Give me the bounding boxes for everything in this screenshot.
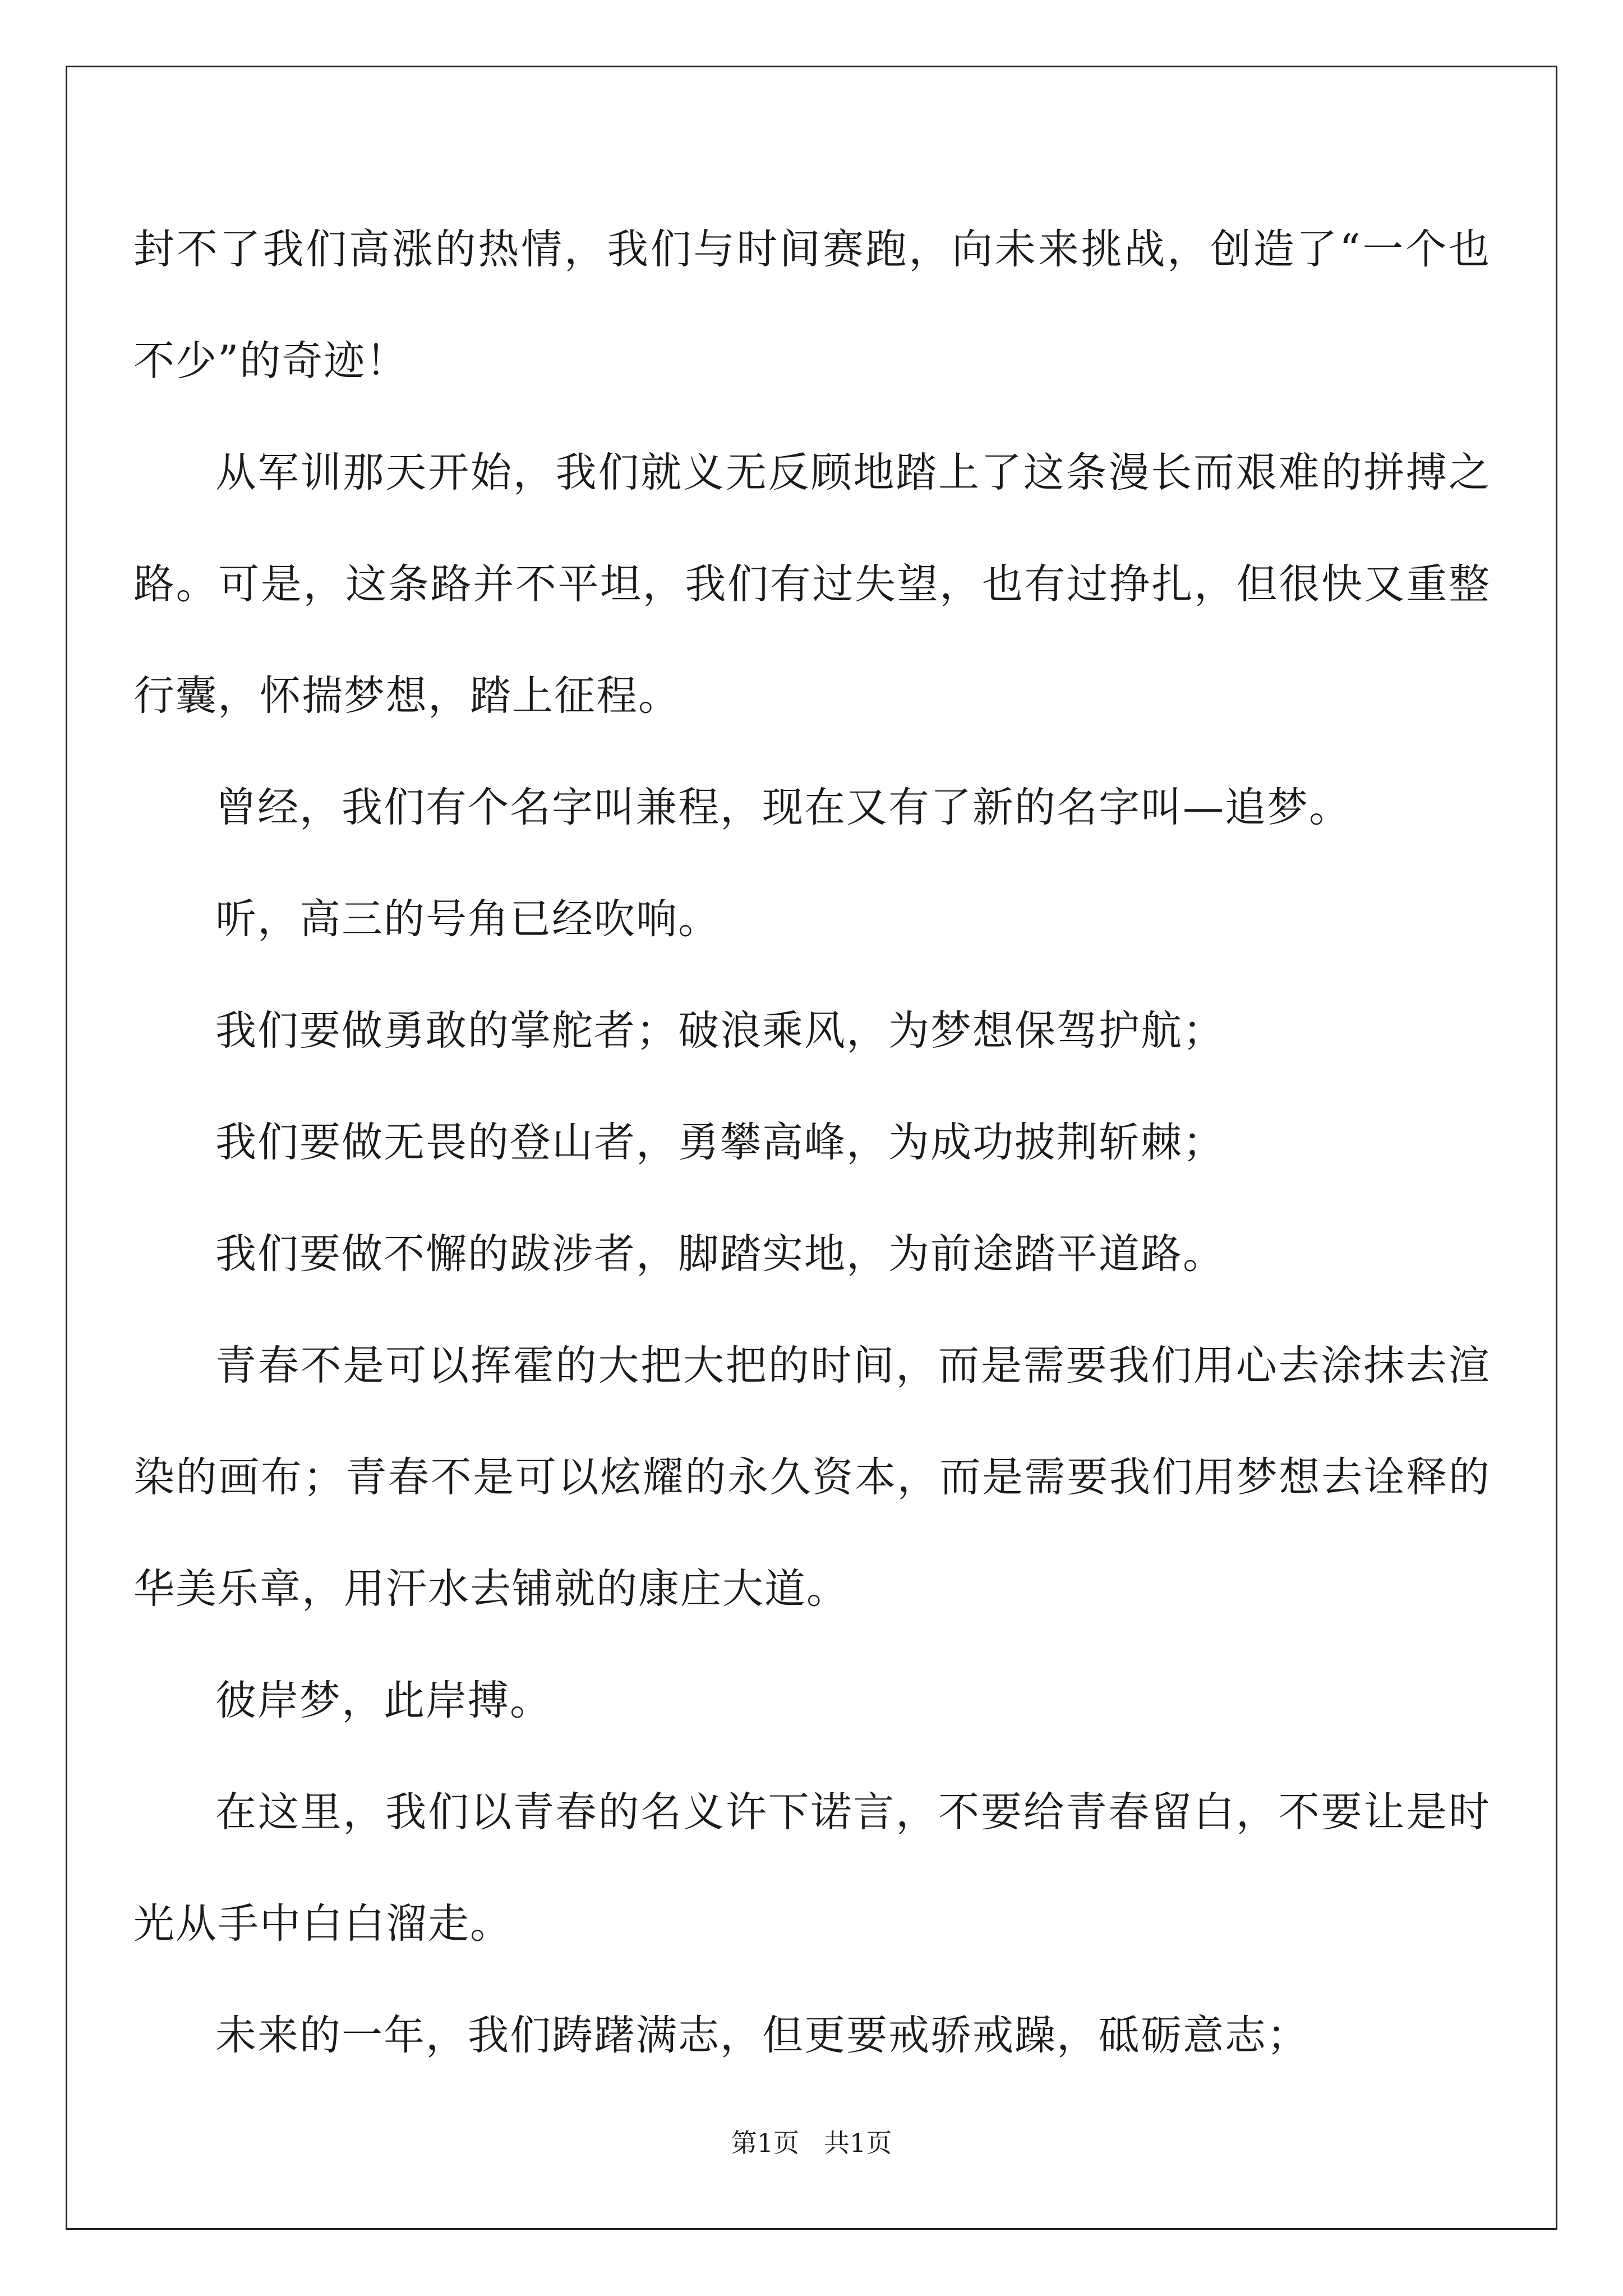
paragraph-8: 青春不是可以挥霍的大把大把的时间，而是需要我们用心去涂抹去渲染的画布；青春不是可以炫耀的永久资本，而是需要我们用梦想去诠释的华美乐章，用汗水去铺就的康庄大道。 (133, 1342, 1491, 1613)
paragraph-6: 我们要做无畏的登山者，勇攀高峰，为成功披荆斩棘； (215, 1119, 1225, 1166)
page-footer (0, 2126, 1623, 2160)
page-total: 共1页 (823, 2128, 892, 2158)
paragraph-10: 在这里，我们以青春的名义许下诺言，不要给青春留白，不要让是时光从手中白白溜走。 (133, 1788, 1491, 1948)
paragraph-9: 彼岸梦，此岸搏。 (215, 1677, 552, 1724)
paragraph-2: 从军训那天开始，我们就义无反顾地踏上了这条漫长而艰难的拼搏之路。可是，这条路并不平坦，我们有过失望，也有过挣扎，但很快又重整行囊，怀揣梦想，踏上征程。 (133, 449, 1491, 720)
paragraph-3: 曾经，我们有个名字叫兼程，现在又有了新的名字叫—追梦。 (215, 784, 1351, 831)
document-body (133, 194, 1491, 2091)
paragraph-7: 我们要做不懈的跋涉者，脚踏实地，为前途踏平道路。 (215, 1230, 1225, 1278)
paragraph-4: 听，高三的号角已经吹响。 (215, 895, 720, 943)
page-number: 第1页 (731, 2128, 800, 2158)
paragraph-11: 未来的一年，我们踌躇满志，但更要戒骄戒躁，砥砺意志； (215, 2012, 1309, 2059)
paragraph-5: 我们要做勇敢的掌舵者；破浪乘风，为梦想保驾护航； (215, 1007, 1225, 1055)
paragraph-1: 封不了我们高涨的热情，我们与时间赛跑，向未来挑战，创造了“一个也不少”的奇迹！ (133, 226, 1491, 385)
